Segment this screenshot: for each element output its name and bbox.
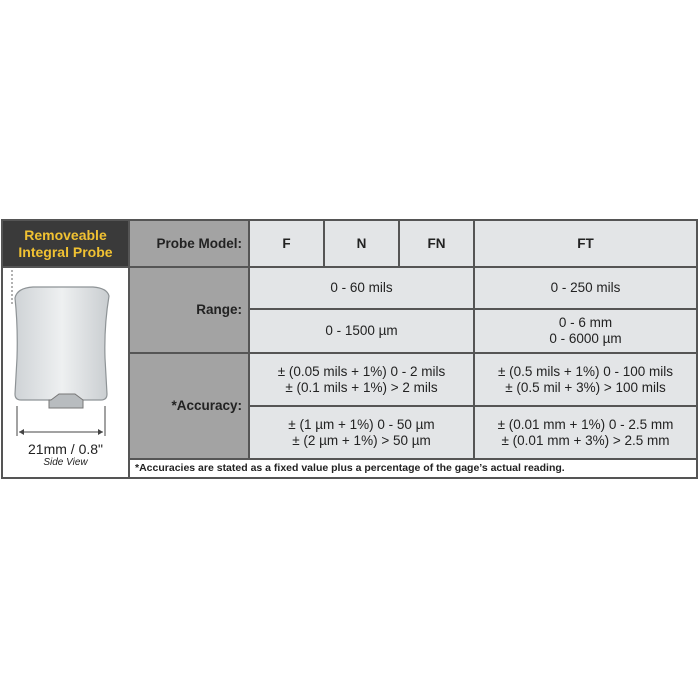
range-value: 0 - 6000 µm bbox=[549, 331, 622, 346]
range-value: 0 - 1500 µm bbox=[325, 323, 398, 338]
probe-title-line1: Removeable bbox=[24, 226, 107, 243]
probe-view-label: Side View bbox=[43, 457, 88, 468]
divider bbox=[128, 221, 130, 477]
accuracy-ft-mils bbox=[475, 354, 696, 405]
range-ft-metric bbox=[475, 310, 696, 352]
accuracy-value: ± (2 µm + 1%) > 50 µm bbox=[292, 432, 431, 448]
range-value: 0 - 60 mils bbox=[330, 280, 393, 295]
accuracy-value: ± (0.05 mils + 1%) 0 - 2 mils bbox=[277, 363, 446, 379]
model-f-header: F bbox=[250, 221, 323, 266]
divider bbox=[248, 405, 696, 407]
model-n-header: N bbox=[325, 221, 398, 266]
accuracy-fnfn-metric bbox=[250, 407, 473, 458]
range-value: 0 - 250 mils bbox=[550, 280, 621, 295]
range-ft-mils bbox=[475, 268, 696, 308]
divider bbox=[3, 266, 696, 268]
spec-table bbox=[1, 219, 698, 479]
probe-illustration-panel bbox=[3, 266, 128, 477]
accuracy-footnote: *Accuracies are stated as a fixed value plus a percentage of the gage’s actual reading. bbox=[130, 458, 696, 477]
model-ft-header: FT bbox=[475, 221, 696, 266]
range-label: Range: bbox=[130, 268, 248, 352]
probe-model-label: Probe Model: bbox=[130, 221, 248, 266]
accuracy-value: ± (1 µm + 1%) 0 - 50 µm bbox=[288, 416, 435, 432]
accuracy-value: ± (0.1 mils + 1%) > 2 mils bbox=[285, 379, 438, 395]
probe-title-line2: Integral Probe bbox=[18, 243, 113, 260]
range-fnfn-mils bbox=[250, 268, 473, 308]
accuracy-value: ± (0.01 mm + 1%) 0 - 2.5 mm bbox=[497, 416, 674, 432]
divider bbox=[248, 308, 696, 310]
divider bbox=[323, 221, 325, 266]
divider bbox=[398, 221, 400, 266]
divider bbox=[473, 221, 475, 458]
range-value: 0 - 6 mm bbox=[558, 315, 613, 330]
divider bbox=[248, 221, 250, 458]
probe-dimension: 21mm / 0.8" bbox=[28, 441, 103, 457]
accuracy-label: *Accuracy: bbox=[130, 354, 248, 458]
model-fn-header: FN bbox=[400, 221, 473, 266]
divider bbox=[130, 458, 696, 460]
range-fnfn-metric bbox=[250, 310, 473, 352]
probe-panel-title bbox=[3, 221, 128, 266]
accuracy-ft-metric bbox=[475, 407, 696, 458]
accuracy-value: ± (0.5 mil + 3%) > 100 mils bbox=[505, 379, 666, 395]
accuracy-fnfn-mils bbox=[250, 354, 473, 405]
accuracy-value: ± (0.5 mils + 1%) 0 - 100 mils bbox=[497, 363, 674, 379]
divider bbox=[130, 352, 696, 354]
accuracy-value: ± (0.01 mm + 3%) > 2.5 mm bbox=[501, 432, 670, 448]
